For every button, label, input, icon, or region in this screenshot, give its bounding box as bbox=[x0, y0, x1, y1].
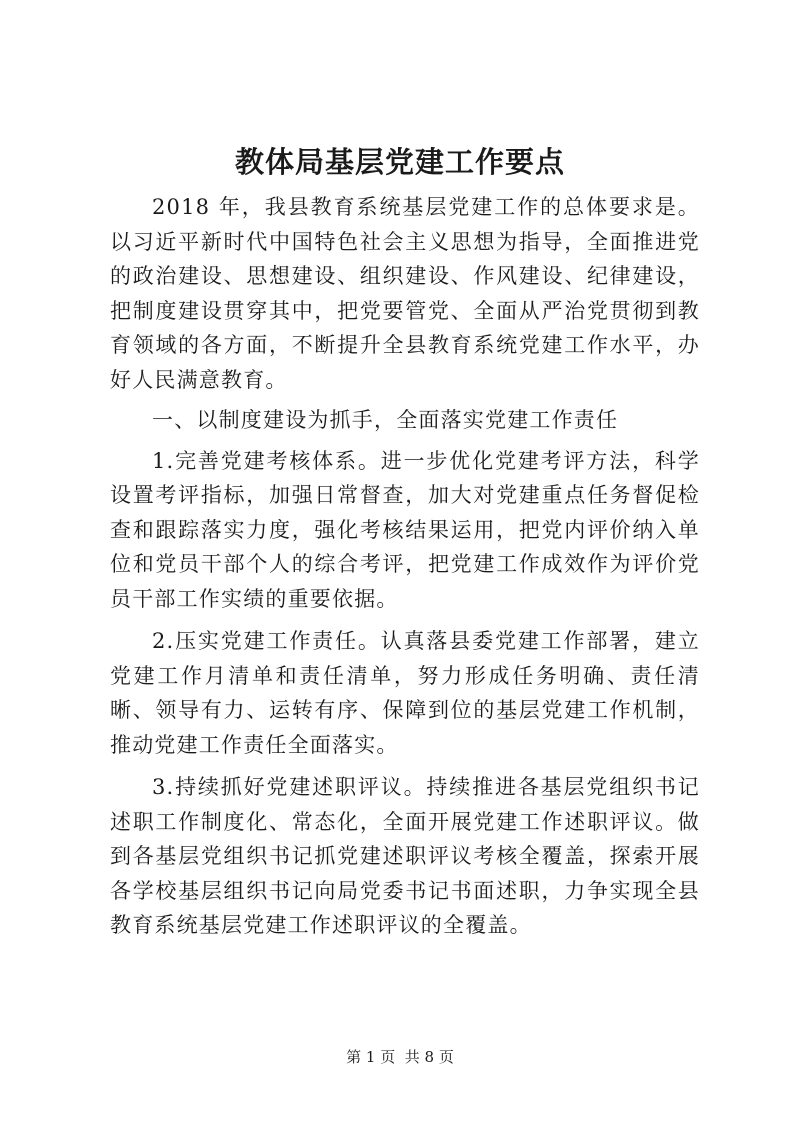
document-title: 教体局基层党建工作要点 bbox=[234, 145, 565, 179]
item-3-paragraph: 3.持续抓好党建述职评议。持续推进各基层党组织书记述职工作制度化、常态化，全面开展党建工作述职评议。做到各基层党组织书记抓党建述职评议考核全覆盖，探索开展各学校基层组织书记向局党委书记书面述职，力争实现全县教育系统基层党建工作述职评议的全覆盖。 bbox=[110, 775, 700, 937]
item-2-paragraph: 2.压实党建工作责任。认真落县委党建工作部署，建立党建工作月清单和责任清单，努力形成任务明确、责任清晰、领导有力、运转有序、保障到位的基层党建工作机制，推动党建工作责任全面落实。 bbox=[110, 629, 700, 757]
item-1-paragraph: 1.完善党建考核体系。进一步优化党建考评方法，科学设置考评指标，加强日常督查，加大对党建重点任务督促检查和跟踪落实力度，强化考核结果运用，把党内评价纳入单位和党员干部个人的综合考评，把党建工作成效作为评价党员干部工作实绩的重要依据。 bbox=[110, 448, 700, 611]
intro-paragraph: 2018 年，我县教育系统基层党建工作的总体要求是。以习近平新时代中国特色社会主义思想为指导，全面推进党的政治建设、思想建设、组织建设、作风建设、纪律建设，把制度建设贯穿其中，把党要管党、全面从严治党贯彻到教育领域的各方面，不断提升全县教育系统党建工作水平，办好人民满意教育。 bbox=[110, 195, 700, 392]
page-footer bbox=[0, 1047, 800, 1067]
section-heading: 一、以制度建设为抓手，全面落实党建工作责任 bbox=[152, 408, 619, 432]
document-body bbox=[110, 190, 700, 951]
page-number-label: 第 1 页 共 8 页 bbox=[346, 1048, 454, 1066]
